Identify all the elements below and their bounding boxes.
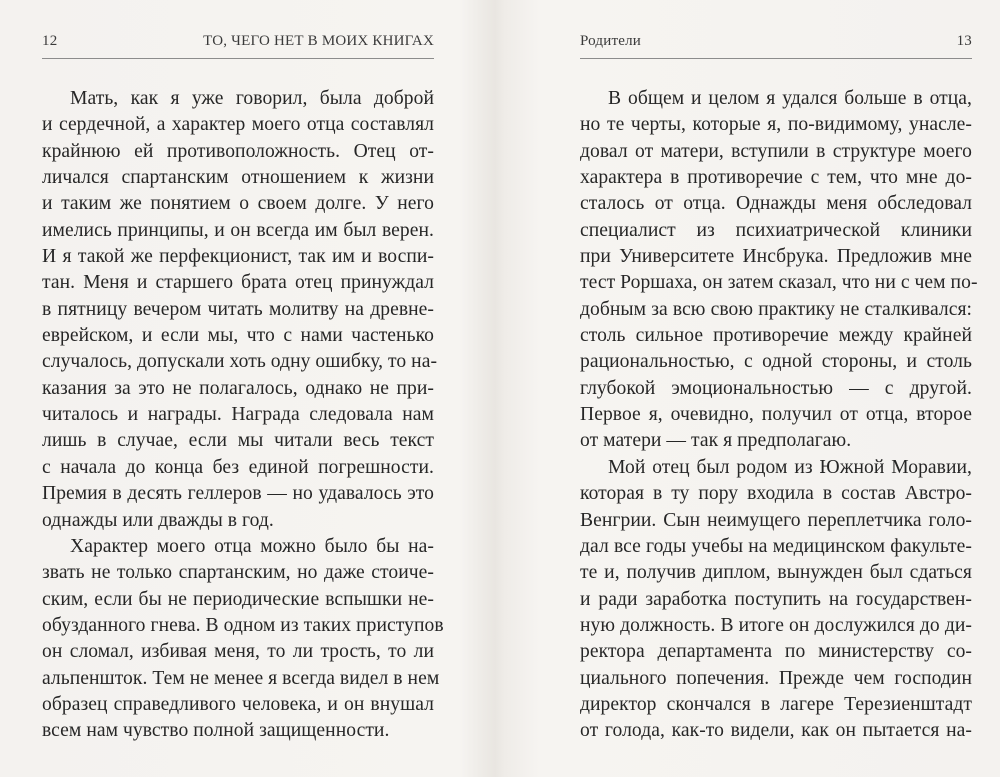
text-line: глубокой эмоциональностью — с другой. xyxy=(580,377,972,399)
text-line: в пятницу вечером читать молитву на древне- xyxy=(42,298,434,320)
text-line: Венгрии. Сын неимущего переплетчика голо- xyxy=(580,509,972,531)
text-line: обузданного гнева. В одном из таких приступов xyxy=(42,614,444,636)
right-page-number: 13 xyxy=(956,33,972,49)
text-line: довал от матери, вступили в структуре моего xyxy=(580,140,972,162)
text-line: и сердечной, а характер моего отца составлял xyxy=(42,114,434,136)
text-line: еврейском, и если мы, что с нами частенько xyxy=(42,325,434,347)
text-line: и ради заработка поступить на государствен- xyxy=(580,588,972,610)
text-line: И я такой же перфекционист, так им и воспи- xyxy=(42,246,434,268)
text-line: сталось от отца. Однажды меня обследовал xyxy=(580,193,972,215)
text-line: от голода, как-то видели, как он пытается на- xyxy=(580,720,972,742)
text-line: Характер моего отца можно было бы на- xyxy=(70,535,434,557)
text-line: тест Роршаха, он затем сказал, что ни с чем по- xyxy=(580,272,978,294)
left-page xyxy=(42,0,444,777)
text-line: казания за это не полагалось, однако не при- xyxy=(42,377,434,399)
text-line: характера в противоречие с тем, что мне до- xyxy=(580,167,972,189)
text-line: которая в ту пору входила в состав Австро- xyxy=(580,483,972,505)
text-line: он сломал, избивая меня, то ли трость, то ли xyxy=(42,641,434,663)
left-header-rule xyxy=(42,58,434,59)
text-line: от матери — так я предполагаю. xyxy=(580,430,852,452)
text-line: Премия в десять геллеров — но удавалось это xyxy=(42,483,434,505)
text-line: образец справедливого человека, и он внушал xyxy=(42,693,434,715)
text-line: те и, получив диплом, вынужден был сдаться xyxy=(580,562,972,584)
text-line: лишь в случае, если мы читали весь текст xyxy=(42,430,434,452)
text-line: В общем и целом я удался больше в отца, xyxy=(608,88,972,109)
text-line: альпеншток. Тем не менее я всегда видел в нем xyxy=(42,667,440,689)
text-line: крайнюю ей противоположность. Отец от- xyxy=(42,140,434,162)
text-line: случалось, допускали хоть одну ошибку, то на- xyxy=(42,351,438,373)
text-line: Первое я, очевидно, получил от отца, второе xyxy=(580,404,972,426)
text-line: ную должность. В итоге он дослужился до ди- xyxy=(580,614,972,636)
text-line: имелись принципы, и он всегда им был верен. xyxy=(42,219,434,241)
text-line: и таким же понятием о своем долге. У него xyxy=(42,193,434,215)
text-line: дал все годы учебы на медицинском факульте- xyxy=(580,535,972,557)
left-body-text xyxy=(42,86,444,745)
text-line: всем нам чувство полной защищенности. xyxy=(42,720,390,742)
text-line: тан. Меня и старшего брата отец принуждал xyxy=(42,272,434,294)
text-line: читалось и награды. Награда следовала нам xyxy=(42,404,434,426)
text-line: личался спартанским отношением к жизни xyxy=(42,167,434,189)
text-line: но те черты, которые я, по-видимому, унасле- xyxy=(580,114,972,136)
right-running-head xyxy=(580,33,972,55)
left-running-title: ТО, ЧЕГО НЕТ В МОИХ КНИГАХ xyxy=(203,33,434,49)
text-line: ректора департамента по министерству со- xyxy=(580,641,972,663)
left-running-head xyxy=(42,33,434,55)
right-body-text xyxy=(580,86,978,745)
right-header-rule xyxy=(580,58,972,59)
text-line: директор скончался в лагере Терезиенштадт xyxy=(580,693,972,715)
text-line: ским, если бы не периодические вспышки не- xyxy=(42,588,434,610)
text-line: столь сильное противоречие между крайней xyxy=(580,325,972,347)
right-page xyxy=(580,0,978,777)
text-line: при Университете Инсбрука. Предложив мне xyxy=(580,246,972,268)
text-line: звать не только спартанским, но даже стоиче- xyxy=(42,562,434,584)
text-line: с начала до конца без единой погрешности. xyxy=(42,456,434,478)
left-page-number: 12 xyxy=(42,33,58,49)
text-line: однажды или дважды в год. xyxy=(42,509,274,531)
right-running-title: Родители xyxy=(580,33,642,49)
text-line: циального попечения. Прежде чем господин xyxy=(580,667,972,689)
text-line: рациональностью, с одной стороны, и столь xyxy=(580,351,972,373)
text-line: специалист из психиатрической клиники xyxy=(580,219,972,241)
text-line: Мать, как я уже говорил, была доброй xyxy=(70,88,434,109)
text-line: добным за всю свою практику не сталкивался: xyxy=(580,298,972,320)
text-line: Мой отец был родом из Южной Моравии, xyxy=(608,456,972,478)
